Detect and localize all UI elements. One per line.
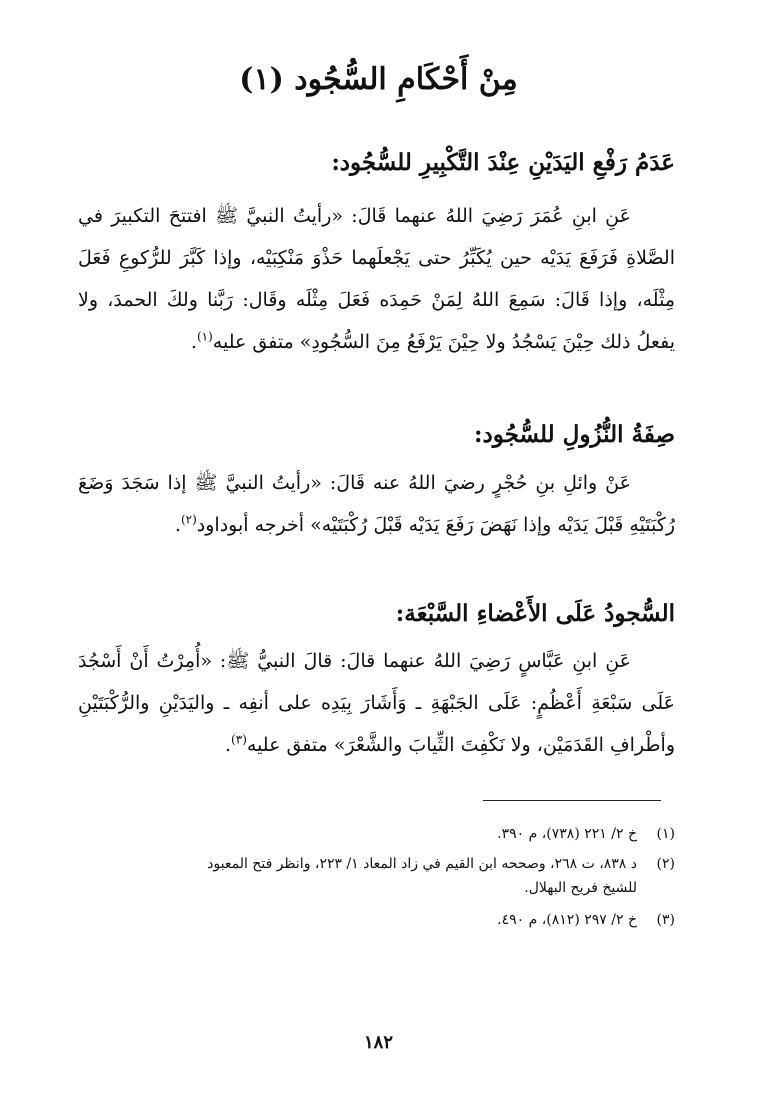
footnote-1 [78,822,675,846]
page-title: مِنْ أَحْكَامِ السُّجُود (١) [239,62,518,97]
section-heading-1: عَدَمُ رَفْعِ اليَدَيْنِ عِنْدَ التَّكْبِيرِ للسُّجُود: [331,149,675,176]
footnote-text-2: د ٨٣٨، ت ٢٦٨، وصححه ابن القيم في زاد المعاد ١/ ٢٢٣، وانظر فتح المعبود [207,856,637,872]
footnote-text-1: خ ٢/ ٢٢١ (٧٣٨)، م ٣٩٠. [497,826,637,842]
footnote-2 [78,852,675,900]
footnote-divider [483,800,661,801]
footnote-ref-2: (٢) [180,512,197,527]
hadith-text-2: عَنْ وائلِ بنِ حُجْرٍ رضيَ اللهُ عنه قَالَ: «رأيتُ النبيَّ ﷺ إذا سَجَدَ وَضَعَ رُكْبَتَيْهِ قَبْلَ يَدَيْه وإذا نَهَضَ رَفَعَ يَدَيْه قَبْلَ رُكْبَتَيْه» أخرجه أبوداود [78,472,675,536]
section-text-3: عَنِ ابنِ عَبَّاسٍ رَضِيَ اللهُ عنهما قالَ: قالَ النبيُّ ﷺ: «أُمِرْتُ أَنْ أَسْجُدَ عَلَى سَبْعَةِ أَعْظُمٍ: عَلَى الجَبْهَةِ ـ وَأَشَارَ بِيَدِه على أنفِه ـ واليَدَيْنِ والرُّكْبَتَيْنِ وأطْرافِ القَدَمَيْن، ولا نَكْفِتَ الثِّيابَ والشَّعْرَ» متفق عليه$^{(٣)}$. [78,650,675,756]
footnote-text-2-continued: للشيخ فريح البهلال. [524,880,637,896]
footnote-number-2: (٢) [656,856,675,872]
footnote-3 [78,908,675,932]
section-text-1: عَنِ ابنِ عُمَرَ رَضِيَ اللهُ عنهما قَالَ: «رأيتُ النبيَّ ﷺ افتتحَ التكبيرَ في الصَّلاةِ فَرَفَعَ يَدَيْه حين يُكَبِّرُ حتى يَجْعلَهما حَذْوَ مَنْكِبَيْه، وإذا كَبَّرَ للرُّكوعِ فَعَلَ مِثْلَه، وإذا قَالَ: سَمِعَ اللهُ لِمَنْ حَمِدَه فَعَلَ مِثْلَه وقَال: رَبَّنا ولكَ الحمدَ، ولا يفعلُ ذلك حِيْنَ يَسْجُدُ ولا حِيْنَ يَرْفَعُ مِنَ السُّجُودِ» متفق عليه$^{(١)}$. [78,205,675,353]
section-text-2: عَنْ وائلِ بنِ حُجْرٍ رضيَ اللهُ عنه قَالَ: «رأيتُ النبيَّ ﷺ إذا سَجَدَ وَضَعَ رُكْبَتَيْهِ قَبْلَ يَدَيْه وإذا نَهَضَ رَفَعَ يَدَيْه قَبْلَ رُكْبَتَيْه» أخرجه أبوداود$^{(٢)}$. [78,472,675,536]
footnote-number-1: (١) [656,826,675,842]
section-heading-2: صِفَةُ النُّزُولِ للسُّجُود: [474,421,675,448]
page-number: ١٨٢ [363,1032,393,1053]
footnote-ref-3: (٣) [231,732,247,747]
section-heading-3: السُّجودُ عَلَى الأَعْضاءِ السَّبْعَة: [395,600,675,627]
footnote-text-3: خ ٢/ ٢٩٧ (٨١٢)، م ٤٩٠. [497,912,637,928]
footnote-ref-1: (١) [196,329,213,344]
hadith-text-1: عَنِ ابنِ عُمَرَ رَضِيَ اللهُ عنهما قَالَ: «رأيتُ النبيَّ ﷺ افتتحَ التكبيرَ في الصَّلاةِ فَرَفَعَ يَدَيْه حين يُكَبِّرُ حتى يَجْعلَهما حَذْوَ مَنْكِبَيْه، وإذا كَبَّرَ للرُّكوعِ فَعَلَ مِثْلَه، وإذا قَالَ: سَمِعَ اللهُ لِمَنْ حَمِدَه فَعَلَ مِثْلَه وقَال: رَبَّنا ولكَ الحمدَ، ولا يفعلُ ذلك حِيْنَ يَسْجُدُ ولا حِيْنَ يَرْفَعُ مِنَ السُّجُودِ» متفق عليه [78,205,675,353]
footnote-number-3: (٣) [656,912,675,928]
hadith-text-3: عَنِ ابنِ عَبَّاسٍ رَضِيَ اللهُ عنهما قالَ: قالَ النبيُّ ﷺ: «أُمِرْتُ أَنْ أَسْجُدَ عَلَى سَبْعَةِ أَعْظُمٍ: عَلَى الجَبْهَةِ ـ وَأَشَارَ بِيَدِه على أنفِه ـ واليَدَيْنِ والرُّكْبَتَيْنِ وأطْرافِ القَدَمَيْن، ولا نَكْفِتَ الثِّيابَ والشَّعْرَ» متفق عليه [78,650,675,756]
